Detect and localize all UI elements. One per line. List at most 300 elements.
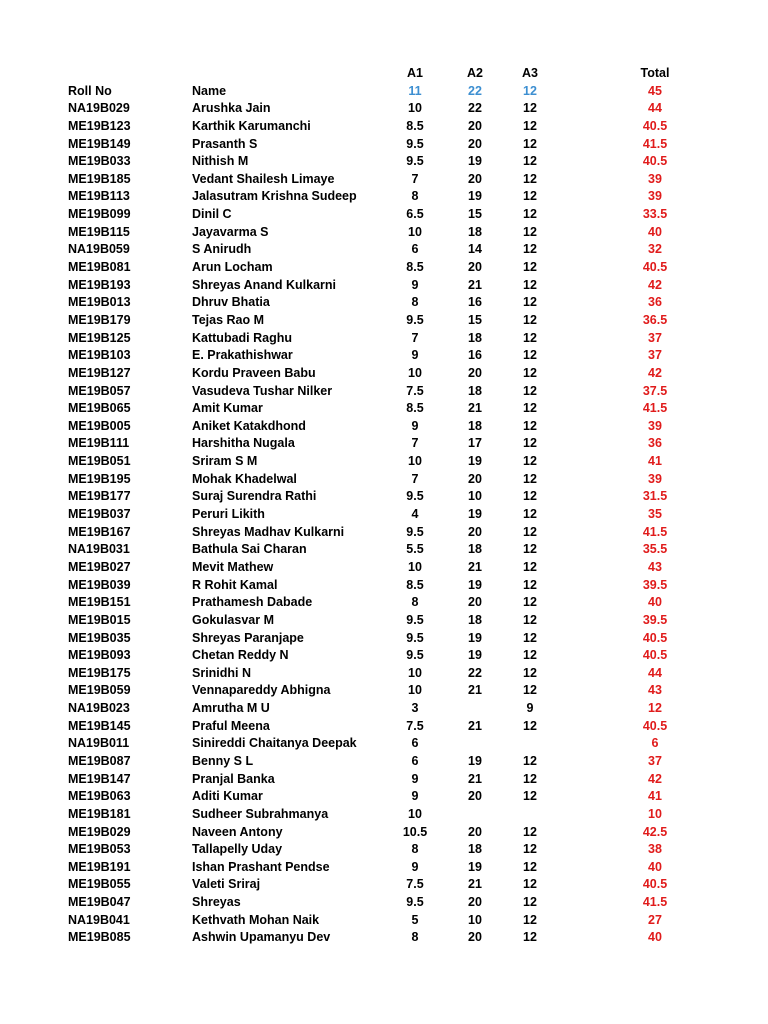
total-marks-cell: 36 bbox=[648, 295, 662, 310]
table-row bbox=[0, 735, 768, 753]
total-marks-cell: 37 bbox=[648, 330, 662, 345]
a2-marks-cell: 16 bbox=[468, 295, 482, 310]
a1-marks-cell: 8 bbox=[411, 595, 419, 610]
student-name-cell: Suraj Surendra Rathi bbox=[192, 489, 317, 504]
roll-no-cell: ME19B167 bbox=[68, 524, 131, 539]
student-name-cell: Srinidhi N bbox=[192, 665, 252, 680]
total-marks-cell: 40.5 bbox=[642, 630, 668, 645]
roll-no-cell: NA19B041 bbox=[68, 912, 130, 927]
student-name-cell: Jalasutram Krishna Sudeep bbox=[192, 189, 357, 204]
a2-marks-cell: 19 bbox=[468, 507, 482, 522]
student-name-cell: Gokulasvar M bbox=[192, 612, 274, 627]
student-name-cell: Amit Kumar bbox=[192, 401, 263, 416]
table-row bbox=[0, 594, 768, 612]
a2-marks-cell: 20 bbox=[468, 118, 482, 133]
a1-marks-cell: 6 bbox=[411, 242, 419, 257]
a3-marks-cell: 12 bbox=[523, 789, 537, 804]
roll-no-cell: ME19B179 bbox=[68, 312, 131, 327]
total-marks-cell: 12 bbox=[648, 701, 662, 716]
a2-marks-cell: 21 bbox=[468, 559, 482, 574]
total-marks-cell: 10 bbox=[648, 806, 662, 821]
a3-marks-cell: 12 bbox=[523, 454, 537, 469]
total-marks-cell: 40.5 bbox=[642, 118, 668, 133]
a1-marks-cell: 9.5 bbox=[406, 489, 424, 504]
roll-no-cell: ME19B013 bbox=[68, 295, 131, 310]
a3-marks-cell: 12 bbox=[523, 154, 537, 169]
roll-no-cell: ME19B085 bbox=[68, 930, 131, 945]
a2-marks-cell: 20 bbox=[468, 171, 482, 186]
student-name-cell: Aniket Katakdhond bbox=[192, 418, 306, 433]
a3-marks-cell: 12 bbox=[523, 524, 537, 539]
total-marks-cell: 36 bbox=[648, 436, 662, 451]
table-row bbox=[0, 524, 768, 542]
a2-marks-cell: 21 bbox=[468, 683, 482, 698]
roll-no-cell: ME19B151 bbox=[68, 595, 131, 610]
a2-marks-cell: 22 bbox=[468, 665, 482, 680]
table-row bbox=[0, 824, 768, 842]
a3-marks-cell: 12 bbox=[523, 507, 537, 522]
table-row bbox=[0, 330, 768, 348]
table-row bbox=[0, 559, 768, 577]
student-name-cell: Tejas Rao M bbox=[192, 312, 265, 327]
a1-marks-cell: 7.5 bbox=[406, 718, 424, 733]
student-name-cell: Mohak Khadelwal bbox=[192, 471, 297, 486]
roll-no-cell: NA19B031 bbox=[68, 542, 130, 557]
roll-no-cell: ME19B185 bbox=[68, 171, 131, 186]
a3-marks-cell: 12 bbox=[523, 207, 537, 222]
student-name-cell: Valeti Sriraj bbox=[192, 877, 261, 892]
a2-marks-cell: 19 bbox=[468, 630, 482, 645]
table-row bbox=[0, 453, 768, 471]
a3-marks-cell: 12 bbox=[523, 136, 537, 151]
student-name-cell: Vennapareddy Abhigna bbox=[192, 683, 331, 698]
total-marks-cell: 44 bbox=[648, 665, 662, 680]
a2-marks-cell: 20 bbox=[468, 930, 482, 945]
a3-marks-cell: 12 bbox=[523, 577, 537, 592]
roll-no-cell: NA19B011 bbox=[68, 736, 130, 751]
a1-marks-cell: 10 bbox=[408, 559, 422, 574]
total-marks-cell: 37 bbox=[648, 753, 662, 768]
total-marks-cell: 40.5 bbox=[642, 718, 668, 733]
a2-marks-cell: 21 bbox=[468, 401, 482, 416]
a1-marks-cell: 9.5 bbox=[406, 630, 424, 645]
a3-marks-cell: 12 bbox=[523, 559, 537, 574]
table-row bbox=[0, 577, 768, 595]
roll-no-cell: ME19B037 bbox=[68, 507, 131, 522]
roll-no-cell: ME19B115 bbox=[68, 224, 130, 239]
a2-marks-cell: 18 bbox=[468, 612, 482, 627]
table-row bbox=[0, 682, 768, 700]
a1-marks-cell: 10 bbox=[408, 806, 422, 821]
table-row bbox=[0, 400, 768, 418]
a3-marks-cell: 12 bbox=[523, 753, 537, 768]
table-row bbox=[0, 876, 768, 894]
total-marks-cell: 39.5 bbox=[642, 577, 668, 592]
roll-no-cell: ME19B175 bbox=[68, 665, 131, 680]
total-marks-cell: 41 bbox=[648, 789, 662, 804]
a1-marks-cell: 10.5 bbox=[402, 824, 428, 839]
student-name-cell: Shreyas bbox=[192, 895, 241, 910]
roll-no-cell: ME19B099 bbox=[68, 207, 131, 222]
student-rows bbox=[0, 100, 768, 947]
table-row bbox=[0, 612, 768, 630]
student-name-cell: Dinil C bbox=[192, 207, 232, 222]
total-marks-cell: 35 bbox=[648, 507, 662, 522]
total-marks-cell: 38 bbox=[648, 842, 662, 857]
a1-marks-cell: 9.5 bbox=[406, 895, 424, 910]
total-marks-cell: 40.5 bbox=[642, 877, 668, 892]
a3-marks-cell: 12 bbox=[523, 436, 537, 451]
a3-marks-cell: 12 bbox=[523, 242, 537, 257]
a2-marks-cell: 16 bbox=[468, 348, 482, 363]
total-marks-cell: 41.5 bbox=[642, 895, 668, 910]
total-marks-cell: 42 bbox=[648, 771, 662, 786]
roll-no-cell: ME19B123 bbox=[68, 118, 131, 133]
table-row bbox=[0, 718, 768, 736]
a1-marks-cell: 9.5 bbox=[406, 154, 424, 169]
student-name-cell: Shreyas Anand Kulkarni bbox=[192, 277, 337, 292]
header-a1: A1 bbox=[407, 66, 423, 80]
a2-marks-cell: 20 bbox=[468, 365, 482, 380]
a1-marks-cell: 7 bbox=[411, 436, 419, 451]
table-row bbox=[0, 241, 768, 259]
a3-marks-cell: 12 bbox=[523, 630, 537, 645]
total-marks-cell: 6 bbox=[651, 736, 659, 751]
a1-marks-cell: 9 bbox=[411, 277, 419, 292]
student-name-cell: Ashwin Upamanyu Dev bbox=[192, 930, 331, 945]
total-marks-cell: 37 bbox=[648, 348, 662, 363]
table-row bbox=[0, 841, 768, 859]
a1-marks-cell: 9.5 bbox=[406, 612, 424, 627]
max-marks-total: 45 bbox=[648, 83, 662, 98]
a3-marks-cell: 12 bbox=[523, 101, 537, 116]
table-row bbox=[0, 347, 768, 365]
student-name-cell: Aditi Kumar bbox=[192, 789, 263, 804]
roll-no-cell: ME19B057 bbox=[68, 383, 131, 398]
a1-marks-cell: 9 bbox=[411, 789, 419, 804]
a2-marks-cell: 17 bbox=[468, 436, 482, 451]
total-marks-cell: 31.5 bbox=[642, 489, 668, 504]
student-name-cell: Peruri Likith bbox=[192, 507, 265, 522]
a1-marks-cell: 8.5 bbox=[406, 577, 424, 592]
table-row bbox=[0, 418, 768, 436]
student-name-cell: Kordu Praveen Babu bbox=[192, 365, 316, 380]
a1-marks-cell: 5 bbox=[411, 912, 419, 927]
a2-marks-cell: 21 bbox=[468, 718, 482, 733]
table-row bbox=[0, 506, 768, 524]
a1-marks-cell: 8 bbox=[411, 930, 419, 945]
a3-marks-cell: 12 bbox=[523, 595, 537, 610]
a2-marks-cell: 10 bbox=[468, 912, 482, 927]
student-name-cell: Pranjal Banka bbox=[192, 771, 275, 786]
student-name-cell: Sriram S M bbox=[192, 454, 258, 469]
roll-no-cell: ME19B059 bbox=[68, 683, 131, 698]
a1-marks-cell: 8 bbox=[411, 189, 419, 204]
a3-marks-cell: 12 bbox=[523, 648, 537, 663]
a1-marks-cell: 8.5 bbox=[406, 260, 424, 275]
a1-marks-cell: 8.5 bbox=[406, 118, 424, 133]
student-name-cell: S Anirudh bbox=[192, 242, 252, 257]
a1-marks-cell: 6.5 bbox=[406, 207, 424, 222]
a3-marks-cell: 12 bbox=[523, 260, 537, 275]
a1-marks-cell: 8 bbox=[411, 295, 419, 310]
table-row bbox=[0, 700, 768, 718]
a2-marks-cell: 20 bbox=[468, 895, 482, 910]
a3-marks-cell: 12 bbox=[523, 330, 537, 345]
total-marks-cell: 43 bbox=[648, 559, 662, 574]
table-row bbox=[0, 912, 768, 930]
a3-marks-cell: 12 bbox=[523, 930, 537, 945]
a2-marks-cell: 20 bbox=[468, 595, 482, 610]
a3-marks-cell: 12 bbox=[523, 224, 537, 239]
max-marks-a1: 11 bbox=[408, 83, 422, 98]
total-marks-cell: 41.5 bbox=[642, 524, 668, 539]
a3-marks-cell: 12 bbox=[523, 401, 537, 416]
a3-marks-cell: 12 bbox=[523, 859, 537, 874]
roll-no-cell: ME19B055 bbox=[68, 877, 131, 892]
a3-marks-cell: 12 bbox=[523, 824, 537, 839]
total-marks-cell: 37.5 bbox=[642, 383, 668, 398]
a2-marks-cell: 19 bbox=[468, 577, 482, 592]
roll-no-cell: NA19B059 bbox=[68, 242, 130, 257]
a3-marks-cell: 12 bbox=[523, 665, 537, 680]
student-name-cell: R Rohit Kamal bbox=[192, 577, 278, 592]
student-name-cell: Jayavarma S bbox=[192, 224, 269, 239]
roll-no-cell: ME19B005 bbox=[68, 418, 131, 433]
total-marks-cell: 40 bbox=[648, 224, 662, 239]
a1-marks-cell: 5.5 bbox=[406, 542, 424, 557]
a2-marks-cell: 19 bbox=[468, 189, 482, 204]
a3-marks-cell: 12 bbox=[523, 312, 537, 327]
total-marks-cell: 40.5 bbox=[642, 154, 668, 169]
a3-marks-cell: 12 bbox=[523, 471, 537, 486]
a1-marks-cell: 9 bbox=[411, 418, 419, 433]
total-marks-cell: 42 bbox=[648, 277, 662, 292]
table-row bbox=[0, 894, 768, 912]
a1-marks-cell: 7 bbox=[411, 171, 419, 186]
table-row bbox=[0, 630, 768, 648]
total-marks-cell: 39 bbox=[648, 171, 662, 186]
a1-marks-cell: 7 bbox=[411, 330, 419, 345]
a2-marks-cell: 19 bbox=[468, 859, 482, 874]
max-marks-a3: 12 bbox=[523, 83, 537, 98]
student-name-cell: Vedant Shailesh Limaye bbox=[192, 171, 335, 186]
a1-marks-cell: 10 bbox=[408, 224, 422, 239]
student-name-cell: Ishan Prashant Pendse bbox=[192, 859, 330, 874]
a1-marks-cell: 7.5 bbox=[406, 383, 424, 398]
a2-marks-cell: 18 bbox=[468, 842, 482, 857]
a3-marks-cell: 9 bbox=[526, 701, 534, 716]
a3-marks-cell: 12 bbox=[523, 295, 537, 310]
roll-no-cell: ME19B047 bbox=[68, 895, 131, 910]
marks-sheet bbox=[0, 65, 768, 947]
roll-no-cell: ME19B125 bbox=[68, 330, 131, 345]
table-row bbox=[0, 753, 768, 771]
a3-marks-cell: 12 bbox=[523, 895, 537, 910]
roll-no-cell: ME19B033 bbox=[68, 154, 131, 169]
a1-marks-cell: 9 bbox=[411, 348, 419, 363]
a3-marks-cell: 12 bbox=[523, 418, 537, 433]
total-marks-cell: 42 bbox=[648, 365, 662, 380]
header-a2: A2 bbox=[467, 66, 483, 80]
total-marks-cell: 41.5 bbox=[642, 401, 668, 416]
a1-marks-cell: 7 bbox=[411, 471, 419, 486]
table-row bbox=[0, 435, 768, 453]
student-name-cell: Bathula Sai Charan bbox=[192, 542, 307, 557]
a3-marks-cell: 12 bbox=[523, 277, 537, 292]
roll-no-cell: ME19B065 bbox=[68, 401, 131, 416]
a3-marks-cell: 12 bbox=[523, 683, 537, 698]
student-name-cell: Mevit Mathew bbox=[192, 559, 274, 574]
total-marks-cell: 40 bbox=[648, 930, 662, 945]
table-row bbox=[0, 471, 768, 489]
roll-no-cell: ME19B191 bbox=[68, 859, 131, 874]
table-row bbox=[0, 188, 768, 206]
student-name-cell: Praful Meena bbox=[192, 718, 270, 733]
roll-no-cell: ME19B149 bbox=[68, 136, 131, 151]
total-marks-cell: 40 bbox=[648, 595, 662, 610]
total-marks-cell: 35.5 bbox=[642, 542, 668, 557]
a1-marks-cell: 9 bbox=[411, 859, 419, 874]
header-a3: A3 bbox=[522, 66, 538, 80]
roll-no-cell: ME19B027 bbox=[68, 559, 131, 574]
a1-marks-cell: 10 bbox=[408, 101, 422, 116]
table-row bbox=[0, 929, 768, 947]
a2-marks-cell: 21 bbox=[468, 877, 482, 892]
a2-marks-cell: 21 bbox=[468, 277, 482, 292]
roll-no-cell: NA19B029 bbox=[68, 101, 130, 116]
table-row bbox=[0, 771, 768, 789]
header-name: Name bbox=[192, 83, 227, 98]
table-row bbox=[0, 383, 768, 401]
a3-marks-cell: 12 bbox=[523, 118, 537, 133]
a2-marks-cell: 19 bbox=[468, 648, 482, 663]
roll-no-cell: ME19B051 bbox=[68, 454, 131, 469]
student-name-cell: Amrutha M U bbox=[192, 701, 270, 716]
student-name-cell: Dhruv Bhatia bbox=[192, 295, 270, 310]
a3-marks-cell: 12 bbox=[523, 771, 537, 786]
a2-marks-cell: 20 bbox=[468, 260, 482, 275]
roll-no-cell: ME19B035 bbox=[68, 630, 131, 645]
student-name-cell: Kattubadi Raghu bbox=[192, 330, 292, 345]
header-row-max-marks bbox=[0, 83, 768, 101]
a1-marks-cell: 3 bbox=[411, 701, 419, 716]
student-name-cell: Benny S L bbox=[192, 753, 254, 768]
table-row bbox=[0, 294, 768, 312]
total-marks-cell: 39 bbox=[648, 189, 662, 204]
a2-marks-cell: 19 bbox=[468, 454, 482, 469]
a2-marks-cell: 21 bbox=[468, 771, 482, 786]
a3-marks-cell: 12 bbox=[523, 365, 537, 380]
a2-marks-cell: 20 bbox=[468, 789, 482, 804]
student-name-cell: Sinireddi Chaitanya Deepak bbox=[192, 736, 357, 751]
a3-marks-cell: 12 bbox=[523, 718, 537, 733]
table-row bbox=[0, 665, 768, 683]
roll-no-cell: ME19B147 bbox=[68, 771, 131, 786]
a3-marks-cell: 12 bbox=[523, 348, 537, 363]
a2-marks-cell: 18 bbox=[468, 542, 482, 557]
total-marks-cell: 41 bbox=[648, 454, 662, 469]
a1-marks-cell: 9.5 bbox=[406, 648, 424, 663]
table-row bbox=[0, 806, 768, 824]
a2-marks-cell: 18 bbox=[468, 224, 482, 239]
a2-marks-cell: 14 bbox=[468, 242, 482, 257]
total-marks-cell: 43 bbox=[648, 683, 662, 698]
a2-marks-cell: 20 bbox=[468, 524, 482, 539]
student-name-cell: Arushka Jain bbox=[192, 101, 271, 116]
a1-marks-cell: 9.5 bbox=[406, 524, 424, 539]
table-row bbox=[0, 365, 768, 383]
header-roll-no: Roll No bbox=[68, 83, 112, 98]
student-name-cell: Chetan Reddy N bbox=[192, 648, 289, 663]
roll-no-cell: ME19B015 bbox=[68, 612, 131, 627]
total-marks-cell: 40 bbox=[648, 859, 662, 874]
a3-marks-cell: 12 bbox=[523, 877, 537, 892]
roll-no-cell: ME19B127 bbox=[68, 365, 131, 380]
total-marks-cell: 27 bbox=[648, 912, 662, 927]
a2-marks-cell: 15 bbox=[468, 312, 482, 327]
table-row bbox=[0, 259, 768, 277]
table-row bbox=[0, 859, 768, 877]
a1-marks-cell: 4 bbox=[411, 507, 419, 522]
total-marks-cell: 40.5 bbox=[642, 260, 668, 275]
table-row bbox=[0, 171, 768, 189]
a1-marks-cell: 10 bbox=[408, 665, 422, 680]
roll-no-cell: ME19B063 bbox=[68, 789, 131, 804]
roll-no-cell: ME19B029 bbox=[68, 824, 131, 839]
student-name-cell: Tallapelly Uday bbox=[192, 842, 283, 857]
a2-marks-cell: 20 bbox=[468, 136, 482, 151]
a3-marks-cell: 12 bbox=[523, 842, 537, 857]
total-marks-cell: 33.5 bbox=[642, 207, 668, 222]
student-name-cell: Shreyas Paranjape bbox=[192, 630, 304, 645]
a2-marks-cell: 18 bbox=[468, 330, 482, 345]
a2-marks-cell: 18 bbox=[468, 418, 482, 433]
roll-no-cell: ME19B145 bbox=[68, 718, 131, 733]
a2-marks-cell: 20 bbox=[468, 471, 482, 486]
student-name-cell: Arun Locham bbox=[192, 260, 273, 275]
roll-no-cell: ME19B103 bbox=[68, 348, 131, 363]
student-name-cell: Prathamesh Dabade bbox=[192, 595, 313, 610]
total-marks-cell: 39 bbox=[648, 418, 662, 433]
student-name-cell: Shreyas Madhav Kulkarni bbox=[192, 524, 345, 539]
roll-no-cell: ME19B039 bbox=[68, 577, 131, 592]
total-marks-cell: 42.5 bbox=[642, 824, 668, 839]
student-name-cell: Harshitha Nugala bbox=[192, 436, 295, 451]
a1-marks-cell: 10 bbox=[408, 454, 422, 469]
roll-no-cell: ME19B111 bbox=[68, 436, 130, 451]
student-name-cell: E. Prakathishwar bbox=[192, 348, 293, 363]
a2-marks-cell: 19 bbox=[468, 753, 482, 768]
a1-marks-cell: 6 bbox=[411, 753, 419, 768]
a3-marks-cell: 12 bbox=[523, 542, 537, 557]
student-name-cell: Karthik Karumanchi bbox=[192, 118, 311, 133]
a1-marks-cell: 8.5 bbox=[406, 401, 424, 416]
roll-no-cell: ME19B177 bbox=[68, 489, 131, 504]
student-name-cell: Prasanth S bbox=[192, 136, 258, 151]
a3-marks-cell: 12 bbox=[523, 189, 537, 204]
table-row bbox=[0, 224, 768, 242]
header-row-assignments bbox=[0, 65, 768, 83]
a2-marks-cell: 20 bbox=[468, 824, 482, 839]
a1-marks-cell: 9 bbox=[411, 771, 419, 786]
a2-marks-cell: 22 bbox=[468, 101, 482, 116]
a1-marks-cell: 8 bbox=[411, 842, 419, 857]
total-marks-cell: 32 bbox=[648, 242, 662, 257]
total-marks-cell: 41.5 bbox=[642, 136, 668, 151]
total-marks-cell: 39 bbox=[648, 471, 662, 486]
total-marks-cell: 36.5 bbox=[642, 312, 668, 327]
